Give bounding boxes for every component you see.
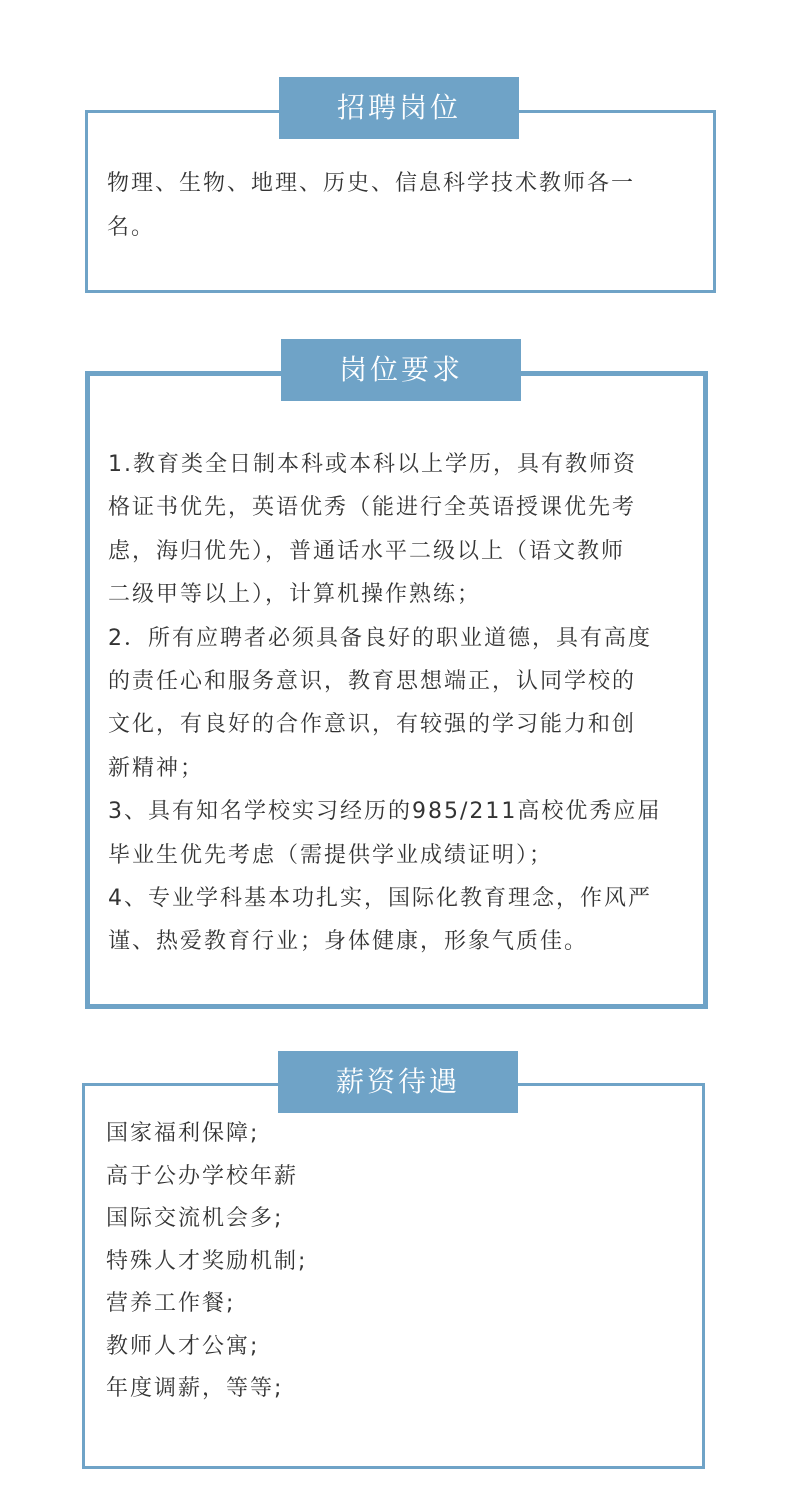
content-line: 谨、热爱教育行业；身体健康，形象气质佳。 [108, 929, 589, 955]
content-line: 国家福利保障; [106, 1121, 260, 1146]
section-title-positions: 招聘岗位 [279, 77, 519, 139]
content-line: 高于公办学校年薪 [106, 1163, 299, 1189]
content-line: 虑，海归优先），普通话水平二级以上（语文教师 [108, 538, 626, 564]
content-line: 特殊人才奖励机制; [106, 1248, 308, 1274]
content-line: 格证书优先，英语优秀（能进行全英语授课优先考 [108, 495, 637, 521]
content-line: 教师人才公寓; [106, 1333, 260, 1359]
content-line: 2．所有应聘者必须具备良好的职业道德，具有高度 [108, 625, 652, 651]
content-line: 4、专业学科基本功扎实，国际化教育理念，作风严 [108, 886, 652, 912]
positions-content [107, 162, 697, 250]
compensation-content [106, 1113, 696, 1411]
content-line: 营养工作餐; [106, 1291, 236, 1316]
content-line: 3、具有知名学校实习经历的985/211高校优秀应届 [108, 799, 662, 825]
section-title-requirements: 岗位要求 [281, 339, 521, 401]
content-line: 物理、生物、地理、历史、信息科学技术教师各一 [107, 171, 636, 196]
content-line: 的责任心和服务意识，教育思想端正，认同学校的 [108, 669, 637, 695]
requirements-content [108, 443, 698, 964]
content-line: 二级甲等以上），计算机操作熟练； [108, 582, 482, 608]
content-line: 名。 [107, 215, 156, 240]
content-line: 文化，有良好的合作意识，有较强的学习能力和创 [108, 712, 637, 738]
content-line: 1.教育类全日制本科或本科以上学历，具有教师资 [108, 452, 637, 477]
content-line: 新精神； [108, 755, 205, 781]
content-line: 年度调薪，等等; [106, 1376, 284, 1401]
content-line: 毕业生优先考虑（需提供学业成绩证明）； [108, 842, 554, 868]
content-line: 国际交流机会多; [106, 1206, 284, 1231]
section-title-compensation: 薪资待遇 [278, 1051, 518, 1113]
